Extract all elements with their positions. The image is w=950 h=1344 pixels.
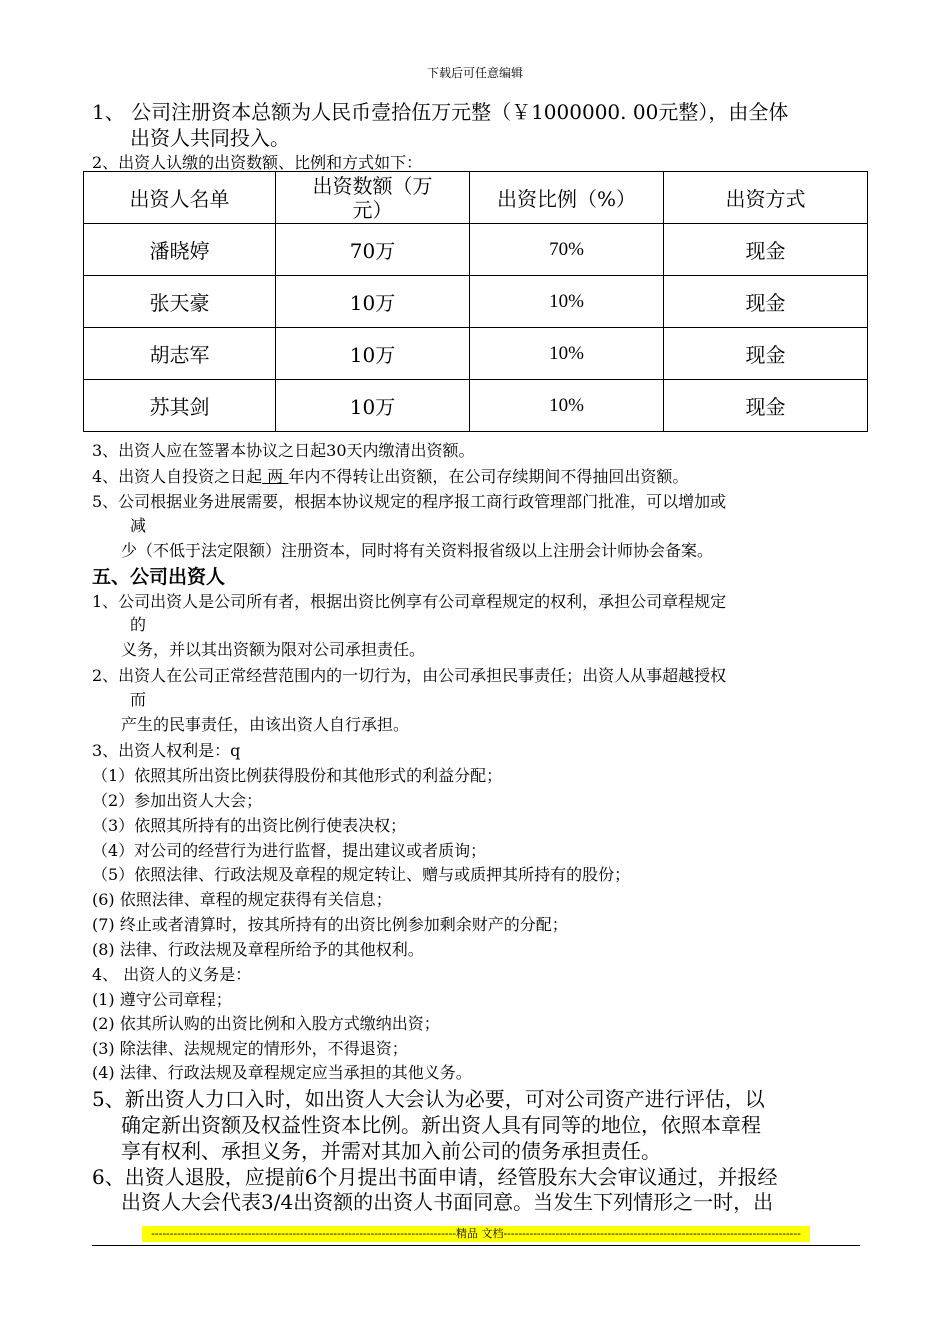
section-item-1-line-1: 1、公司出资人是公司所有者，根据出资比例享有公司章程规定的权利，承担公司章程规定	[92, 592, 727, 611]
paragraph-1-line-2: 出资人共同投入。	[130, 126, 290, 150]
table-cell-ratio: 10%	[470, 276, 664, 328]
rights-item: （2）参加出资人大会；	[92, 791, 263, 810]
section-item-3: 3、出资人权利是：q	[92, 741, 241, 760]
section-item-1-line-2: 的	[130, 615, 147, 634]
section-item-5-line-1: 5、新出资人力口入时，如出资人大会认为必要，可对公司资产进行评估，以	[92, 1087, 765, 1111]
table-header-cell: 出资方式	[664, 172, 868, 224]
paragraph-5-line-1: 5、公司根据业务进展需要，根据本协议规定的程序报工商行政管理部门批准，可以增加或	[92, 492, 727, 511]
table-cell-name: 张天豪	[84, 276, 276, 328]
page-header: 下载后可任意编辑	[426, 66, 523, 80]
table-cell-name: 胡志军	[84, 328, 276, 380]
table-header-cell: 出资比例（%）	[470, 172, 664, 224]
table-header-cell: 出资人名单	[84, 172, 276, 224]
table-cell-amount: 70万	[276, 224, 470, 276]
table-cell-ratio: 10%	[470, 380, 664, 432]
section-item-4: 4、 出资人的义务是：	[92, 965, 252, 984]
table-row	[84, 328, 868, 380]
section-item-1-line-3: 义务，并以其出资额为限对公司承担责任。	[121, 640, 426, 659]
table-cell-method: 现金	[664, 380, 868, 432]
table-cell-amount: 10万	[276, 380, 470, 432]
table-cell-method: 现金	[664, 328, 868, 380]
table-cell-amount: 10万	[276, 328, 470, 380]
table-cell-amount: 10万	[276, 276, 470, 328]
rights-item: （4）对公司的经营行为进行监督，提出建议或者质询；	[92, 841, 487, 860]
duties-item: (4) 法律、行政法规及章程规定应当承担的其他义务。	[92, 1063, 472, 1082]
table-cell-ratio: 10%	[470, 328, 664, 380]
paragraph-5-line-2: 减	[130, 516, 147, 535]
paragraph-4-post: 年内不得转让出资额，在公司存续期间不得抽回出资额。	[288, 467, 689, 486]
paragraph-5-line-3: 少（不低于法定限额）注册资本，同时将有关资料报省级以上注册会计师协会备案。	[121, 541, 714, 560]
paragraph-2: 2、出资人认缴的出资数额、比例和方式如下：	[92, 153, 423, 172]
footer-banner: ----------------------------------------------------------------------------------精品 文档--------------------------------------------------------------------------------	[142, 1226, 810, 1242]
paragraph-4-years: 两	[262, 467, 289, 486]
rights-item: （3）依照其所持有的出资比例行使表决权；	[92, 816, 407, 835]
contribution-table	[83, 171, 868, 432]
table-header-cell: 出资数额（万元）	[276, 172, 470, 224]
table-row	[84, 380, 868, 432]
rights-item: (6) 依照法律、章程的规定获得有关信息；	[92, 890, 392, 909]
table-cell-ratio: 70%	[470, 224, 664, 276]
duties-item: (2) 依其所认购的出资比例和入股方式缴纳出资；	[92, 1014, 440, 1033]
footer-divider	[92, 1245, 860, 1246]
duties-item: (1) 遵守公司章程；	[92, 990, 232, 1009]
section-item-2-line-3: 产生的民事责任，由该出资人自行承担。	[121, 715, 410, 734]
duties-item: (3) 除法律、法规规定的情形外，不得退资；	[92, 1039, 408, 1058]
paragraph-4-pre: 4、出资人自投资之日起	[92, 467, 263, 486]
paragraph-4	[92, 464, 688, 487]
rights-item: (8) 法律、行政法规及章程所给予的其他权利。	[92, 940, 424, 959]
rights-item: （1）依照其所出资比例获得股份和其他形式的利益分配；	[92, 766, 503, 785]
table-header-row	[84, 172, 868, 224]
section-item-6-line-2: 出资人大会代表3/4出资额的出资人书面同意。当发生下列情形之一时，出	[121, 1190, 774, 1214]
table-cell-name: 苏其剑	[84, 380, 276, 432]
section-heading: 五、公司出资人	[92, 566, 226, 588]
rights-item: (7) 终止或者清算时，按其所持有的出资比例参加剩余财产的分配；	[92, 915, 568, 934]
paragraph-1-line-1: 1、 公司注册资本总额为人民币壹拾伍万元整（￥1000000. 00元整），由全体	[92, 100, 789, 124]
table-row	[84, 224, 868, 276]
section-item-2-line-1: 2、出资人在公司正常经营范围内的一切行为，由公司承担民事责任；出资人从事超越授权	[92, 666, 727, 685]
paragraph-3: 3、出资人应在签署本协议之日起30天内缴清出资额。	[92, 441, 475, 460]
table-cell-method: 现金	[664, 276, 868, 328]
section-item-6-line-1: 6、出资人退股，应提前6个月提出书面申请，经管股东大会审议通过，并报经	[92, 1165, 778, 1189]
table-cell-method: 现金	[664, 224, 868, 276]
section-item-2-line-2: 而	[130, 690, 147, 709]
table-cell-name: 潘晓婷	[84, 224, 276, 276]
section-item-5-line-2: 确定新出资额及权益性资本比例。新出资人具有同等的地位，依照本章程	[121, 1113, 761, 1137]
rights-item: （5）依照法律、行政法规及章程的规定转让、赠与或质押其所持有的股份；	[92, 865, 631, 884]
section-item-5-line-3: 享有权利、承担义务，并需对其加入前公司的债务承担责任。	[121, 1139, 661, 1163]
table-row	[84, 276, 868, 328]
